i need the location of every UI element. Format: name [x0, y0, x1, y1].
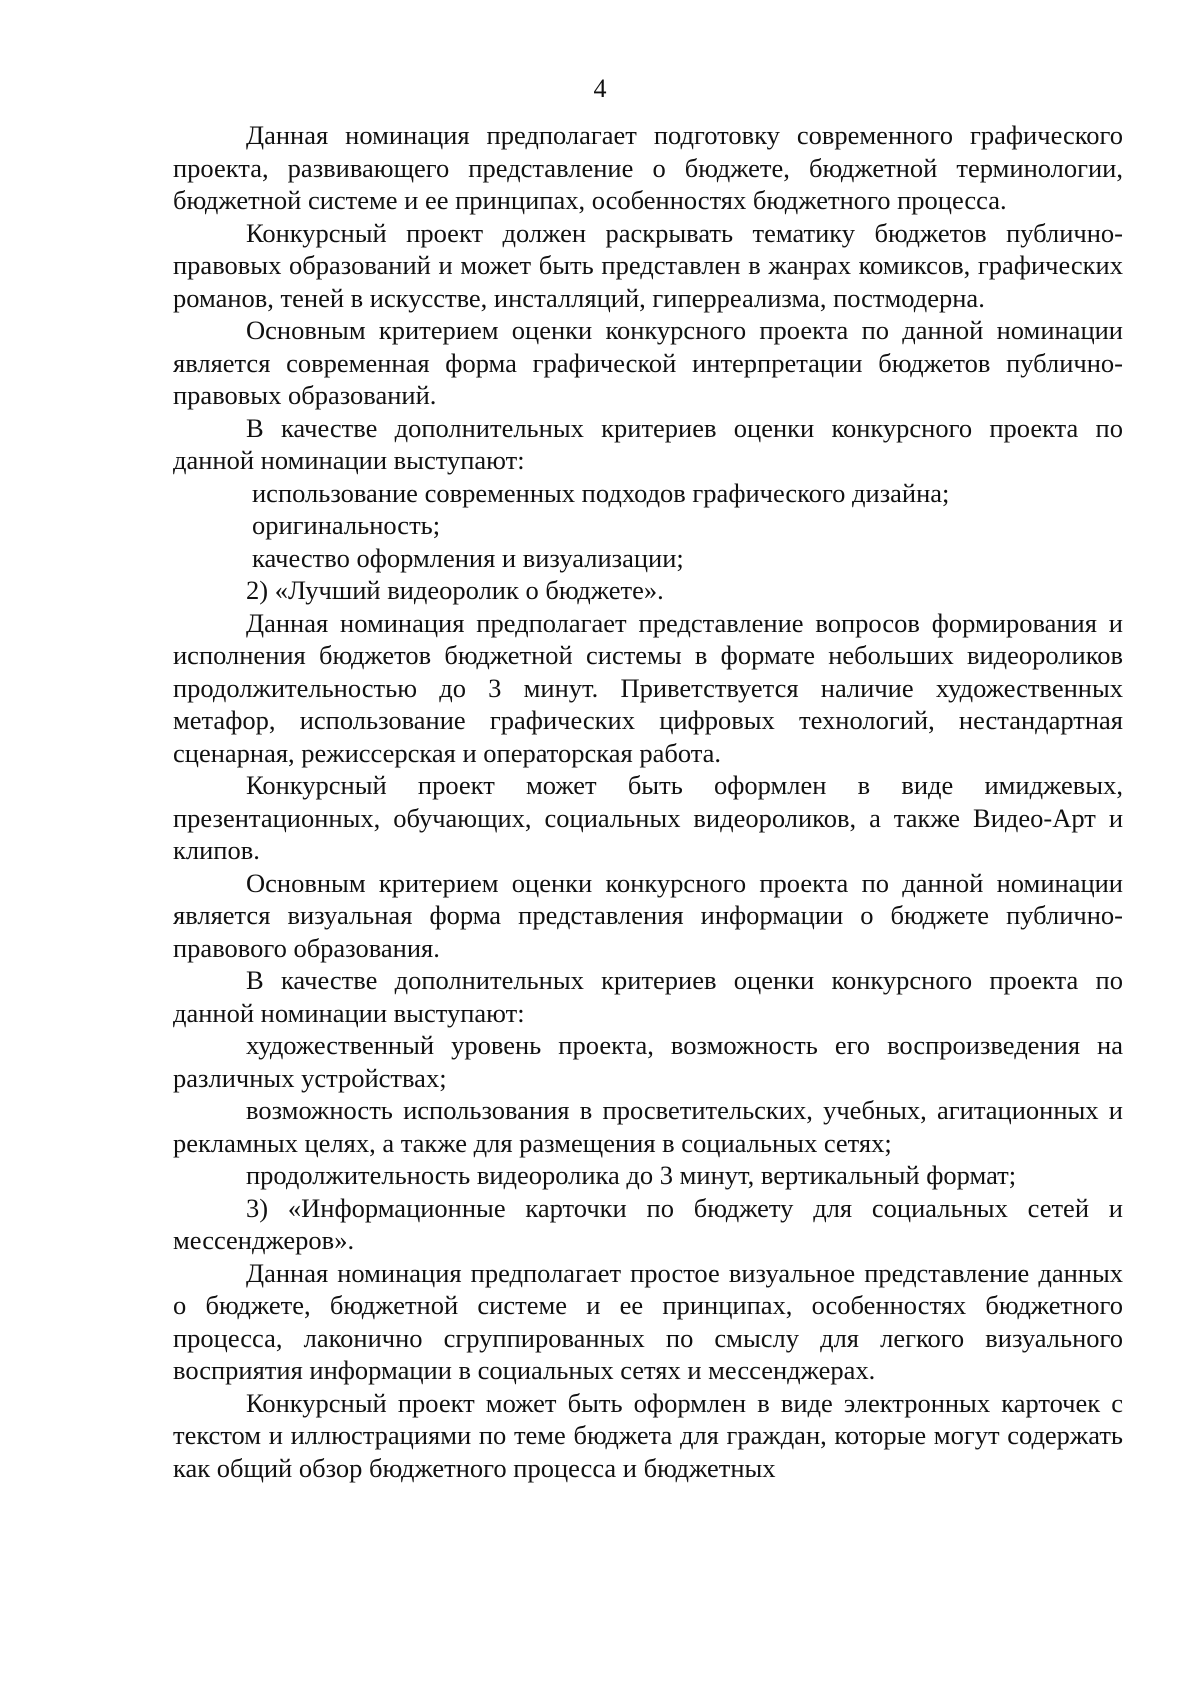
paragraph: Конкурсный проект может быть оформлен в виде имиджевых, презентационных, обучающих, социальных видеороликов, а также Видео-Арт и клипов.: [173, 770, 1123, 865]
paragraph: Конкурсный проект может быть оформлен в виде электронных карточек с текстом и иллюстрациями по теме бюджета для граждан, которые могут содержать как общий обзор бюджетного процесса и бюджетных: [173, 1387, 1123, 1483]
paragraph: Данная номинация предполагает представление вопросов формирования и исполнения бюджетов бюджетной системы в формате небольших видеороликов продолжительностью до 3 минут. Приветствуется наличие художественных метафор, использование графических цифровых технологий, нестандартная сценарная, режиссерская и операторская работа.: [173, 607, 1123, 768]
section-heading: 2) «Лучший видеоролик о бюджете».: [246, 575, 664, 605]
document-body: [173, 119, 1123, 1484]
list-item: художественный уровень проекта, возможность его воспроизведения на различных устройствах;: [173, 1030, 1123, 1093]
section-heading: 3) «Информационные карточки по бюджету для социальных сетей и мессенджеров».: [173, 1192, 1123, 1255]
list-item: возможность использования в просветительских, учебных, агитационных и рекламных целях, а также для размещения в социальных сетях;: [173, 1095, 1123, 1158]
paragraph: Конкурсный проект должен раскрывать тематику бюджетов публично-правовых образований и может быть представлен в жанрах комиксов, графических романов, теней в искусстве, инсталляций, гиперреализма, постмодерна.: [173, 217, 1123, 313]
list-item: оригинальность;: [252, 510, 441, 540]
paragraph: Основным критерием оценки конкурсного проекта по данной номинации является визуальная форма представления информации о бюджете публично-правового образования.: [173, 867, 1123, 963]
paragraph: Данная номинация предполагает простое визуальное представление данных о бюджете, бюджетной системе и ее принципах, особенностях бюджетного процесса, лаконично сгруппированных по смыслу для легкого визуального восприятия информации в социальных сетях и мессенджерах.: [173, 1257, 1123, 1385]
paragraph: Данная номинация предполагает подготовку современного графического проекта, развивающего представление о бюджете, бюджетной терминологии, бюджетной системе и ее принципах, особенностях бюджетного процесса.: [173, 120, 1123, 215]
paragraph: В качестве дополнительных критериев оценки конкурсного проекта по данной номинации выступают:: [173, 412, 1123, 475]
list-item: качество оформления и визуализации;: [252, 542, 684, 573]
paragraph: В качестве дополнительных критериев оценки конкурсного проекта по данной номинации выступают:: [173, 965, 1123, 1028]
list-item: продолжительность видеоролика до 3 минут, вертикальный формат;: [246, 1160, 1017, 1190]
list-item: использование современных подходов графического дизайна;: [252, 477, 950, 508]
page-number: 4: [593, 74, 607, 103]
paragraph: Основным критерием оценки конкурсного проекта по данной номинации является современная форма графической интерпретации бюджетов публично-правовых образований.: [173, 315, 1123, 410]
